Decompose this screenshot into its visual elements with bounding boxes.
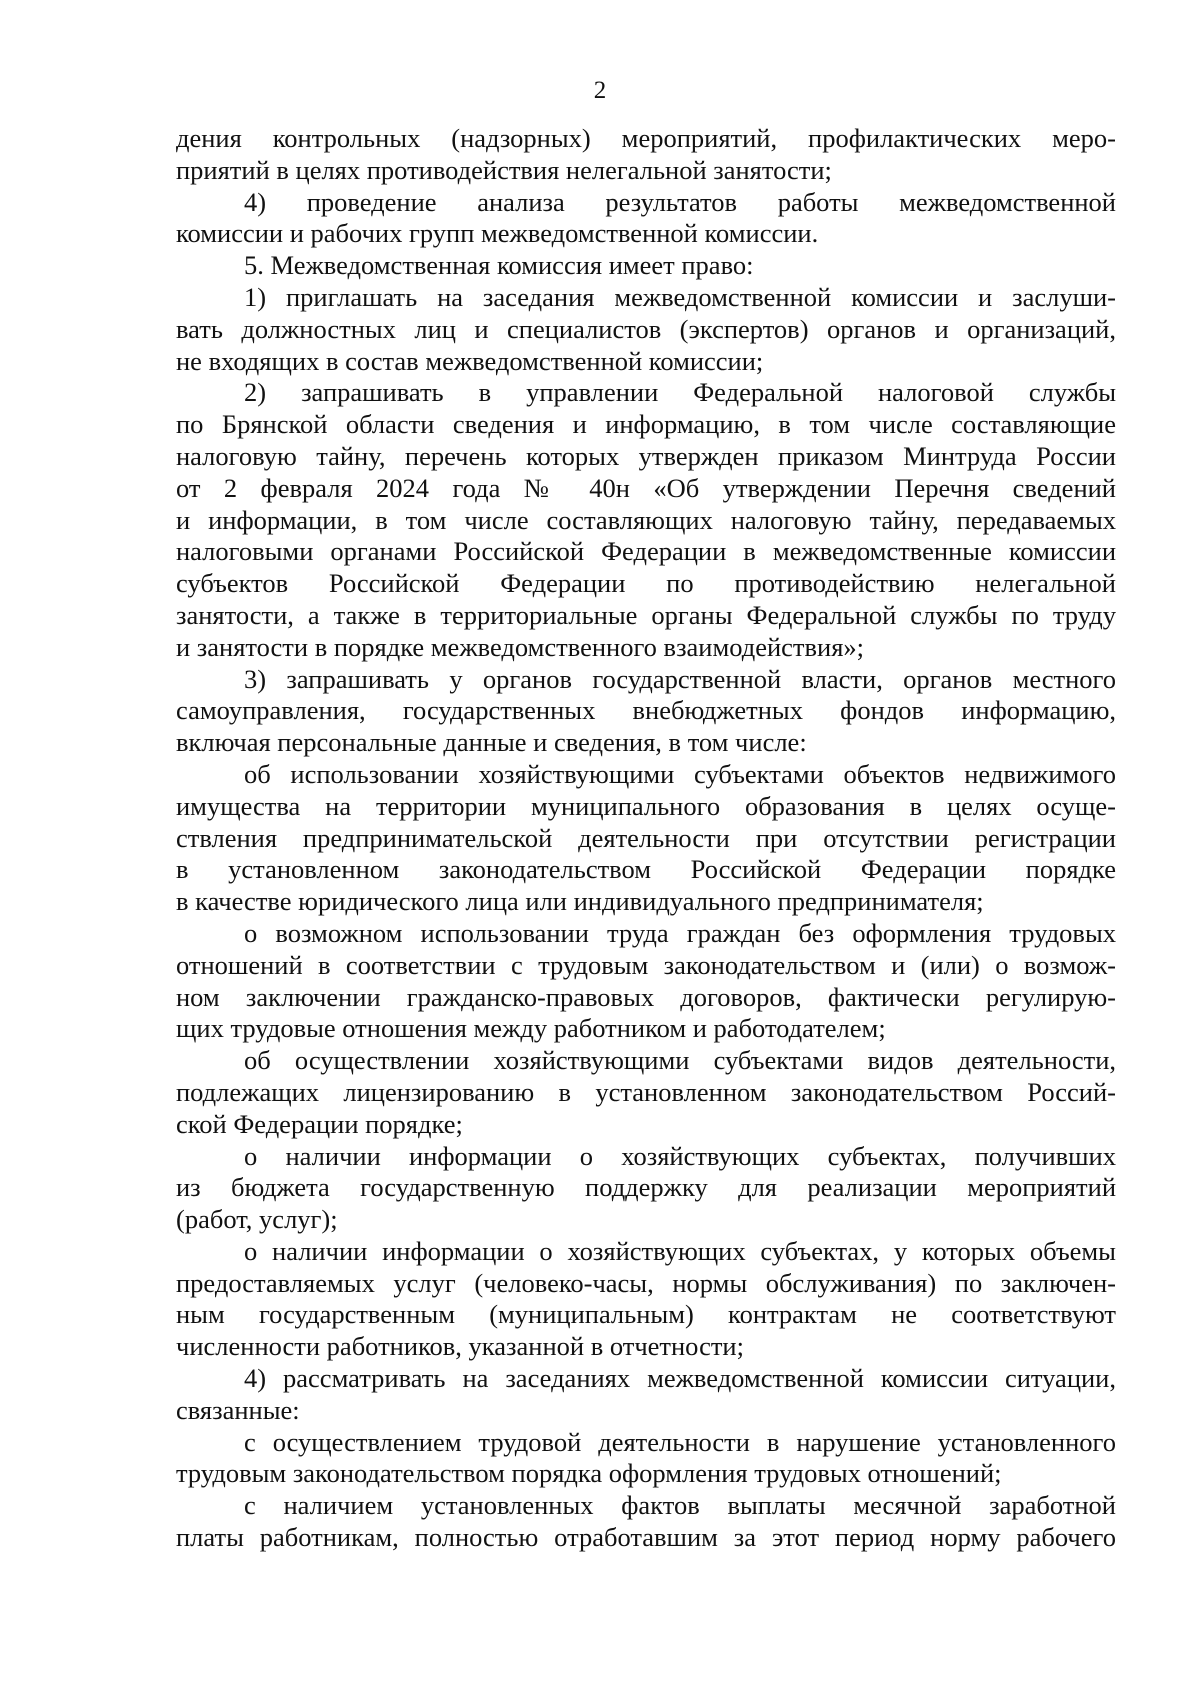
text-line: в качестве юридического лица или индивидуального предпринимателя; (176, 886, 984, 917)
text-line: подлежащих лицензированию в установленном законодательством Россий- (176, 1076, 1116, 1107)
text-line: 4) проведение анализа результатов работы межведомственной (244, 186, 1116, 217)
text-line: занятости, а также в территориальные органы Федеральной службы по труду (176, 599, 1116, 630)
page-number: 2 (593, 77, 607, 104)
text-line: налоговую тайну, перечень которых утвержден приказом Минтруда России (176, 440, 1116, 471)
text-line: самоуправления, государственных внебюджетных фондов информацию, (176, 695, 1116, 726)
text-line: о наличии информации о хозяйствующих субъектах, получивших (244, 1140, 1116, 1171)
text-line: и занятости в порядке межведомственного взаимодействия»; (176, 631, 865, 662)
text-line: об осуществлении хозяйствующими субъектами видов деятельности, (244, 1045, 1116, 1076)
text-line: с осуществлением трудовой деятельности в нарушение установленного (244, 1426, 1116, 1457)
text-line: предоставляемых услуг (человеко-часы, нормы обслуживания) по заключен- (176, 1267, 1116, 1298)
text-line: от 2 февраля 2024 года № 40н «Об утверждении Перечня сведений (176, 472, 1116, 503)
text-line: (работ, услуг); (176, 1204, 338, 1235)
text-line: дения контрольных (надзорных) мероприятий, профилактических меро- (176, 123, 1116, 153)
text-line: 2) запрашивать в управлении Федеральной налоговой службы (244, 377, 1116, 408)
text-line: связанные: (176, 1394, 300, 1425)
text-line: 3) запрашивать у органов государственной власти, органов местного (244, 663, 1116, 694)
text-line: из бюджета государственную поддержку для реализации мероприятий (176, 1172, 1116, 1203)
text-line: 4) рассматривать на заседаниях межведомственной комиссии ситуации, (244, 1363, 1116, 1394)
text-line: имущества на территории муниципального образования в целях осуще- (176, 790, 1116, 821)
text-line: включая персональные данные и сведения, в том числе: (176, 727, 807, 758)
text-line: 1) приглашать на заседания межведомственной комиссии и заслуши- (244, 281, 1116, 312)
text-line: щих трудовые отношения между работником и работодателем; (176, 1013, 886, 1044)
text-line: 5. Межведомственная комиссия имеет право: (244, 250, 754, 281)
text-line: платы работникам, полностью отработавшим за этот период норму рабочего (176, 1522, 1116, 1553)
text-line: об использовании хозяйствующими субъектами объектов недвижимого (244, 758, 1116, 789)
text-line: о возможном использовании труда граждан без оформления трудовых (244, 917, 1116, 948)
text-line: численности работников, указанной в отчетности; (176, 1331, 744, 1362)
text-line: о наличии информации о хозяйствующих субъектах, у которых объемы (244, 1235, 1116, 1266)
text-line: приятий в целях противодействия нелегальной занятости; (176, 154, 832, 185)
text-line: ным государственным (муниципальным) контрактам не соответствуют (176, 1299, 1116, 1330)
text-line: в установленном законодательством Российской Федерации порядке (176, 854, 1116, 885)
text-line: не входящих в состав межведомственной комиссии; (176, 345, 764, 376)
text-line: ствления предпринимательской деятельности при отсутствии регистрации (176, 822, 1116, 853)
text-line: ном заключении гражданско-правовых договоров, фактически регулирую- (176, 981, 1116, 1012)
text-line: по Брянской области сведения и информацию, в том числе составляющие (176, 409, 1116, 440)
text-line: отношений в соответствии с трудовым законодательством и (или) о возмож- (176, 949, 1116, 980)
text-line: комиссии и рабочих групп межведомственной комиссии. (176, 218, 819, 249)
text-line: налоговыми органами Российской Федерации в межведомственные комиссии (176, 536, 1116, 567)
text-line: ской Федерации порядке; (176, 1108, 463, 1139)
text-line: и информации, в том числе составляющих налоговую тайну, передаваемых (176, 504, 1116, 535)
text-line: с наличием установленных фактов выплаты месячной заработной (244, 1490, 1116, 1521)
document-body (176, 123, 1116, 1554)
text-line: субъектов Российской Федерации по противодействию нелегальной (176, 568, 1116, 599)
text-line: вать должностных лиц и специалистов (экспертов) органов и организаций, (176, 313, 1116, 344)
text-line: трудовым законодательством порядка оформления трудовых отношений; (176, 1458, 1002, 1489)
